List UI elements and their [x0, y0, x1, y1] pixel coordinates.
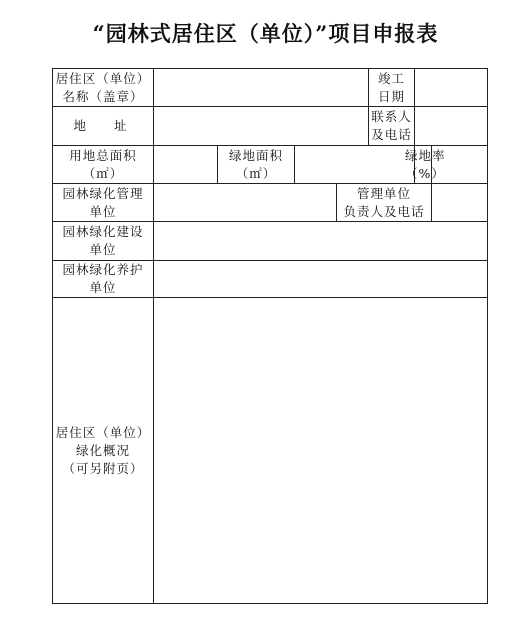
total-area-label-cell — [53, 146, 154, 184]
application-form-table — [52, 68, 488, 604]
completion-date-input-cell[interactable] — [415, 69, 488, 107]
green-rate-label-line-2: （%） — [405, 165, 445, 181]
maintenance-unit-label-line-1: 园林绿化养护 — [62, 262, 144, 277]
overview-label-line-1: 居住区（单位） — [55, 424, 151, 440]
contact-input-cell[interactable] — [415, 107, 488, 146]
green-rate-label-cell — [405, 146, 446, 184]
overview-label-cell — [53, 298, 154, 604]
green-area-label-cell — [218, 146, 295, 184]
total-area-label-line-1: 用地总面积 — [69, 147, 137, 163]
total-area-input-cell[interactable] — [154, 146, 218, 184]
overview-label-line-3: （可另附页） — [62, 460, 144, 476]
overview-input-cell[interactable] — [154, 298, 488, 604]
name-label-line-1: 居住区（单位） — [55, 70, 151, 86]
form-title: “园林式居住区（单位）”项目申报表 — [92, 21, 439, 46]
maintenance-unit-label-cell — [53, 261, 154, 298]
green-area-label-line-1: 绿地面积 — [228, 147, 283, 163]
mgmt-unit-label-line-1: 园林绿化管理 — [62, 185, 144, 201]
maintenance-unit-input-cell[interactable] — [154, 261, 488, 298]
construction-unit-label-cell — [53, 222, 154, 261]
address-label: 地 址 — [73, 118, 139, 133]
mgmt-unit-label-cell — [53, 184, 154, 222]
contact-label-line-1: 联系人 — [371, 109, 412, 124]
overview-label-line-2: 绿化概况 — [75, 442, 130, 458]
construction-unit-label-line-1: 园林绿化建设 — [62, 224, 144, 239]
contact-label-line-2: 及电话 — [371, 127, 412, 142]
mgmt-contact-label-line-1: 管理单位 — [356, 185, 411, 201]
total-area-label-line-2: （㎡） — [82, 165, 124, 181]
green-rate-label-line-1: 绿地率 — [405, 147, 446, 163]
completion-date-label-line-2: 日期 — [377, 88, 405, 104]
name-label-line-2: 名称（盖章） — [62, 88, 144, 104]
contact-label-cell — [369, 107, 415, 146]
address-input-cell[interactable] — [154, 107, 369, 146]
construction-unit-label-line-2: 单位 — [89, 242, 117, 257]
mgmt-contact-label-cell — [337, 184, 432, 222]
name-label-cell — [53, 69, 154, 107]
completion-date-label-cell — [369, 69, 415, 107]
mgmt-contact-label-line-2: 负责人及电话 — [343, 203, 425, 219]
construction-unit-input-cell[interactable] — [154, 222, 488, 261]
green-area-input-cell[interactable] — [295, 146, 415, 184]
maintenance-unit-label-line-2: 单位 — [89, 280, 117, 295]
mgmt-contact-input-cell[interactable] — [432, 184, 488, 222]
green-area-label-line-2: （㎡） — [235, 165, 277, 181]
completion-date-label-line-1: 竣工 — [377, 70, 405, 86]
mgmt-unit-label-line-2: 单位 — [89, 203, 117, 219]
address-label-cell — [53, 107, 154, 146]
mgmt-unit-input-cell[interactable] — [154, 184, 337, 222]
name-input-cell[interactable] — [154, 69, 369, 107]
